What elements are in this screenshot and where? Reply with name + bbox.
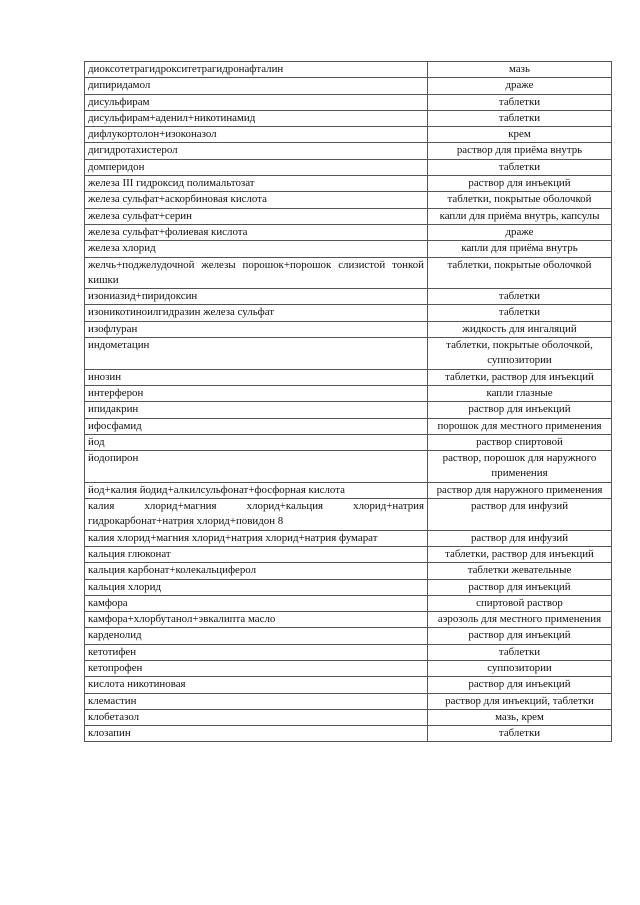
table-row [85, 644, 612, 660]
table-row [85, 289, 612, 305]
drug-name: кетотифен [85, 644, 428, 660]
table-row [85, 677, 612, 693]
drug-name: дисульфирам+аденил+никотинамид [85, 110, 428, 126]
drug-name: калия хлорид+магния хлорид+натрия хлорид+натрия фумарат [85, 530, 428, 546]
drug-name: карденолид [85, 628, 428, 644]
dosage-form: таблетки, покрытые оболочкой, суппозитории [428, 338, 612, 370]
drug-name: дигидротахистерол [85, 143, 428, 159]
dosage-form: порошок для местного применения [428, 418, 612, 434]
table-row [85, 110, 612, 126]
drug-name: камфора [85, 595, 428, 611]
table-row [85, 62, 612, 78]
table-row [85, 579, 612, 595]
table-row [85, 143, 612, 159]
table-row [85, 241, 612, 257]
drug-name: дифлукортолон+изоконазол [85, 127, 428, 143]
dosage-form: таблетки жевательные [428, 563, 612, 579]
dosage-form: таблетки [428, 726, 612, 742]
drug-name: кальция карбонат+колекальциферол [85, 563, 428, 579]
table-row [85, 451, 612, 483]
drug-name: железа сульфат+фолиевая кислота [85, 224, 428, 240]
drug-name: индометацин [85, 338, 428, 370]
dosage-form: раствор для инъекций [428, 628, 612, 644]
drug-table-body [85, 62, 612, 742]
dosage-form: капли для приёма внутрь [428, 241, 612, 257]
table-row [85, 499, 612, 531]
dosage-form: раствор для инъекций [428, 402, 612, 418]
dosage-form: таблетки, покрытые оболочкой [428, 192, 612, 208]
table-row [85, 434, 612, 450]
drug-name: йодопирон [85, 451, 428, 483]
drug-name: железа хлорид [85, 241, 428, 257]
drug-name: клемастин [85, 693, 428, 709]
dosage-form: таблетки, раствор для инъекций [428, 546, 612, 562]
drug-name: ифосфамид [85, 418, 428, 434]
drug-name: домперидон [85, 159, 428, 175]
dosage-form: раствор для наружного применения [428, 482, 612, 498]
drug-name: дипиридамол [85, 78, 428, 94]
dosage-form: таблетки, раствор для инъекций [428, 369, 612, 385]
table-row [85, 385, 612, 401]
drug-name: инозин [85, 369, 428, 385]
drug-name: ипидакрин [85, 402, 428, 418]
table-row [85, 595, 612, 611]
table-row [85, 612, 612, 628]
drug-name: камфора+хлорбутанол+эвкалипта масло [85, 612, 428, 628]
table-row [85, 369, 612, 385]
drug-name: дисульфирам [85, 94, 428, 110]
dosage-form: таблетки [428, 110, 612, 126]
dosage-form: аэрозоль для местного применения [428, 612, 612, 628]
table-row [85, 563, 612, 579]
drug-table [84, 61, 612, 742]
dosage-form: таблетки [428, 644, 612, 660]
drug-name: кислота никотиновая [85, 677, 428, 693]
drug-name: диоксотетрагидрокситетрагидронафталин [85, 62, 428, 78]
dosage-form: раствор спиртовой [428, 434, 612, 450]
table-row [85, 709, 612, 725]
table-row [85, 78, 612, 94]
table-row [85, 321, 612, 337]
dosage-form: раствор, порошок для наружного применения [428, 451, 612, 483]
dosage-form: таблетки [428, 305, 612, 321]
table-row [85, 628, 612, 644]
drug-name: изофлуран [85, 321, 428, 337]
drug-name: желчь+поджелудочной железы порошок+порошок слизистой тонкой кишки [85, 257, 428, 289]
table-row [85, 726, 612, 742]
dosage-form: таблетки [428, 289, 612, 305]
table-row [85, 530, 612, 546]
drug-name: железа сульфат+серин [85, 208, 428, 224]
dosage-form: раствор для инъекций [428, 176, 612, 192]
table-row [85, 127, 612, 143]
dosage-form: капли для приёма внутрь, капсулы [428, 208, 612, 224]
dosage-form: раствор для инъекций [428, 677, 612, 693]
dosage-form: мазь, крем [428, 709, 612, 725]
dosage-form: раствор для инъекций, таблетки [428, 693, 612, 709]
table-row [85, 482, 612, 498]
dosage-form: мазь [428, 62, 612, 78]
table-row [85, 546, 612, 562]
table-row [85, 192, 612, 208]
drug-name: кальция глюконат [85, 546, 428, 562]
dosage-form: раствор для инфузий [428, 530, 612, 546]
table-row [85, 338, 612, 370]
drug-name: изоникотиноилгидразин железа сульфат [85, 305, 428, 321]
table-row [85, 208, 612, 224]
drug-name: изониазид+пиридоксин [85, 289, 428, 305]
drug-name: йод+калия йодид+алкилсульфонат+фосфорная кислота [85, 482, 428, 498]
table-row [85, 257, 612, 289]
dosage-form: драже [428, 78, 612, 94]
dosage-form: крем [428, 127, 612, 143]
dosage-form: раствор для инъекций [428, 579, 612, 595]
table-row [85, 94, 612, 110]
drug-name: кетопрофен [85, 660, 428, 676]
table-row [85, 693, 612, 709]
table-row [85, 418, 612, 434]
dosage-form: драже [428, 224, 612, 240]
drug-name: калия хлорид+магния хлорид+кальция хлорид+натрия гидрокарбонат+натрия хлорид+повидон 8 [85, 499, 428, 531]
table-row [85, 305, 612, 321]
drug-name: йод [85, 434, 428, 450]
drug-name: интерферон [85, 385, 428, 401]
dosage-form: раствор для инфузий [428, 499, 612, 531]
dosage-form: спиртовой раствор [428, 595, 612, 611]
table-row [85, 402, 612, 418]
table-row [85, 176, 612, 192]
drug-name: железа сульфат+аскорбиновая кислота [85, 192, 428, 208]
drug-name: железа III гидроксид полимальтозат [85, 176, 428, 192]
dosage-form: суппозитории [428, 660, 612, 676]
table-row [85, 224, 612, 240]
dosage-form: таблетки [428, 94, 612, 110]
drug-name: клобетазол [85, 709, 428, 725]
table-row [85, 660, 612, 676]
dosage-form: жидкость для ингаляций [428, 321, 612, 337]
drug-name: клозапин [85, 726, 428, 742]
dosage-form: раствор для приёма внутрь [428, 143, 612, 159]
dosage-form: таблетки [428, 159, 612, 175]
table-row [85, 159, 612, 175]
dosage-form: капли глазные [428, 385, 612, 401]
drug-name: кальция хлорид [85, 579, 428, 595]
dosage-form: таблетки, покрытые оболочкой [428, 257, 612, 289]
